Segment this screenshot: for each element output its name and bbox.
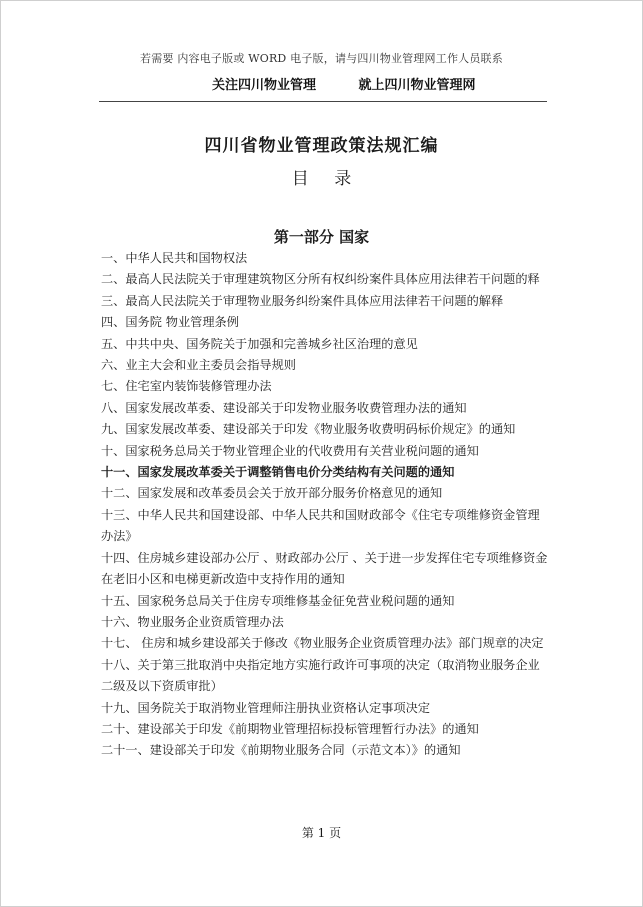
page-number: 第 1 页 [301,826,342,840]
header-divider [99,101,547,102]
toc-heading: 目 录 [291,169,362,189]
toc-item[interactable]: 一、中华人民共和国物权法 [101,251,248,265]
toc-item[interactable]: 十、国家税务总局关于物业管理企业的代收费用有关营业税问题的通知 [101,443,479,458]
toc-item[interactable]: 十五、国家税务总局关于住房专项维修基金征免营业税问题的通知 [101,593,455,608]
toc-item[interactable]: 八、国家发展改革委、建设部关于印发物业服务收费管理办法的通知 [101,400,467,415]
toc-item[interactable]: 十六、物业服务企业资质管理办法 [101,614,284,629]
toc-item[interactable]: 十九、国务院关于取消物业管理师注册执业资格认定事项决定 [101,700,431,715]
slogan-left: 关注四川物业管理 [212,78,317,93]
toc-item[interactable]: 十三、中华人民共和国建设部、中华人民共和国财政部令《住宅专项维修资金管理办法》 [101,507,540,544]
toc-item[interactable]: 二十、建设部关于印发《前期物业管理招标投标管理暂行办法》的通知 [101,721,479,736]
toc-item[interactable]: 十八、关于第三批取消中央指定地方实施行政许可事项的决定（取消物业服务企业二级及以下资质审批） [101,657,540,694]
toc-item[interactable]: 七、住宅室内装饰装修管理办法 [101,379,272,394]
toc-list [101,248,551,762]
toc-item[interactable]: 六、业主大会和业主委员会指导规则 [101,358,296,373]
toc-item[interactable]: 四、国务院 物业管理条例 [101,315,239,330]
toc-item[interactable]: 十七、 住房和城乡建设部关于修改《物业服务企业资质管理办法》部门规章的决定 [101,636,544,651]
toc-item[interactable]: 五、中共中央、国务院关于加强和完善城乡社区治理的意见 [101,336,418,351]
toc-item[interactable]: 二、最高人民法院关于审理建筑物区分所有权纠纷案件具体应用法律若干问题的释 [101,272,540,287]
toc-item[interactable]: 二十一、建设部关于印发《前期物业服务合同（示范文本）》的通知 [101,743,461,758]
part-heading: 第一部分 国家 [273,228,370,246]
toc-item[interactable]: 十一、国家发展改革委关于调整销售电价分类结构有关问题的通知 [101,465,455,480]
slogan-right: 就上四川物业管理网 [358,78,476,93]
header-contact-note: 若需要 内容电子版或 WORD 电子版，请与四川物业管理网工作人员联系 [140,52,503,65]
toc-item[interactable]: 十四、住房城乡建设部办公厅 、财政部办公厅 、关于进一步发挥住宅专项维修资金在老旧小区和电梯更新改造中支持作用的通知 [101,550,548,587]
toc-item[interactable]: 三、最高人民法院关于审理物业服务纠纷案件具体应用法律若干问题的解释 [101,293,504,308]
document-title: 四川省物业管理政策法规汇编 [204,136,439,156]
header-slogans [212,74,476,93]
toc-item[interactable]: 九、国家发展改革委、建设部关于印发《物业服务收费明码标价规定》的通知 [101,422,516,437]
toc-item[interactable]: 十二、国家发展和改革委员会关于放开部分服务价格意见的通知 [101,486,443,501]
